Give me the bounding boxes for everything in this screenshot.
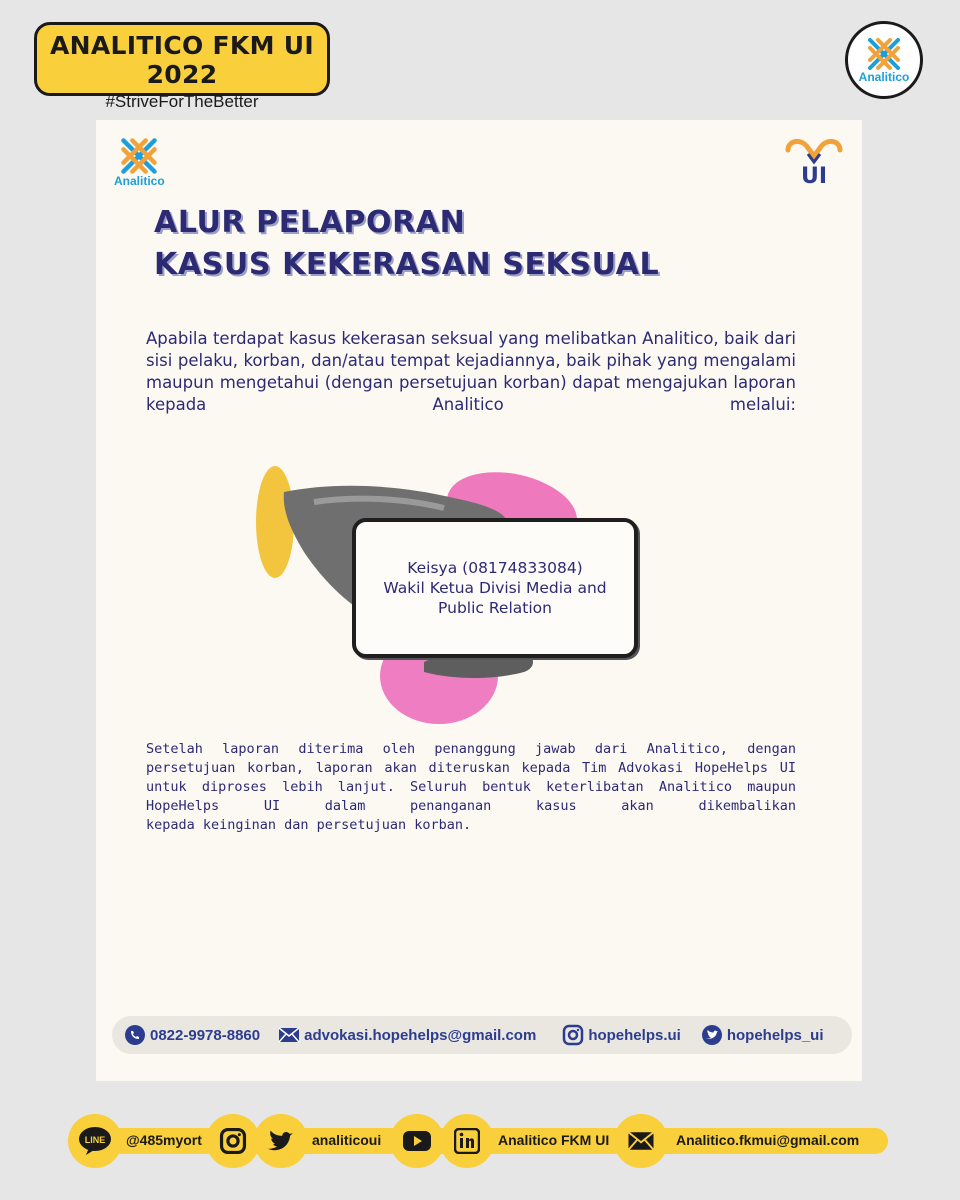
phone-screen <box>352 518 638 658</box>
email-contact[interactable] <box>278 1024 536 1046</box>
email-button[interactable] <box>614 1114 668 1168</box>
analitico-mark-icon <box>119 136 159 176</box>
ui-text: UI <box>800 164 828 189</box>
twitter-handle: hopehelps_ui <box>726 1026 824 1044</box>
twitter-contact[interactable] <box>701 1024 824 1046</box>
contact-person-role-line-2: Public Relation <box>438 599 552 617</box>
contact-person-role-line-1: Wakil Ketua Divisi Media and <box>383 579 607 597</box>
line-button[interactable] <box>68 1114 122 1168</box>
header-hashtag: #StriveForTheBetter <box>105 92 259 111</box>
envelope-icon <box>627 1131 655 1151</box>
outro-paragraph <box>146 740 796 835</box>
twitter-button[interactable] <box>254 1114 308 1168</box>
whatsapp-contact[interactable] <box>124 1024 260 1046</box>
logo-word: Analitico <box>858 70 910 84</box>
title-line-1: ALUR PELAPORAN <box>154 205 466 240</box>
info-card <box>96 120 862 1081</box>
youtube-button[interactable] <box>390 1114 444 1168</box>
youtube-icon <box>402 1130 432 1152</box>
twitter-icon <box>701 1024 723 1046</box>
outro-body: Setelah laporan diterima oleh penanggung jawab dari Analitico, dengan persetujuan korban, laporan akan diteruskan kepada Tim Advokasi HopeHelps UI untuk diproses lebih lanjut. Seluruh bentuk keterlibatan Analitico maupun HopeHelps UI dalam penanganan kasus akan dikembalikan <box>146 741 796 814</box>
phone-illustration <box>256 460 646 730</box>
instagram-handle: hopehelps.ui <box>588 1026 681 1044</box>
analitico-logo <box>845 21 923 99</box>
contact-bar <box>112 1016 852 1054</box>
outro-last-line: kepada keinginan dan persetujuan korban. <box>146 817 472 833</box>
hopehelps-ui-logo <box>784 138 844 189</box>
instagram-contact[interactable] <box>562 1024 681 1046</box>
line-id[interactable]: @485myort <box>126 1132 202 1148</box>
youtube-linkedin-name[interactable]: Analitico FKM UI <box>498 1132 610 1148</box>
envelope-icon <box>278 1024 300 1046</box>
line-icon <box>78 1126 112 1156</box>
instagram-icon <box>562 1024 584 1046</box>
contact-person-name: Keisya (08174833084) <box>407 559 583 577</box>
page-title <box>154 202 659 286</box>
intro-paragraph: Apabila terdapat kasus kekerasan seksual yang melibatkan Analitico, baik dari sisi pelaku, korban, dan/atau tempat kejadiannya, baik pihak yang mengalami maupun mengetahui (dengan persetujuan korban) dapat mengajukan laporan kepada Analitico melalui: <box>146 329 796 414</box>
logo-word: Analitico <box>114 174 165 188</box>
header-badge <box>34 22 330 111</box>
linkedin-button[interactable] <box>440 1114 494 1168</box>
twitter-icon <box>266 1128 296 1154</box>
whatsapp-icon <box>124 1024 146 1046</box>
linkedin-icon <box>454 1128 480 1154</box>
email-address: advokasi.hopehelps@gmail.com <box>304 1026 537 1044</box>
card-analitico-logo <box>114 136 165 188</box>
title-line-2: KASUS KEKERASAN SEKSUAL <box>154 247 660 282</box>
svg-text:LINE: LINE <box>84 1135 106 1145</box>
email-address[interactable]: Analitico.fkmui@gmail.com <box>676 1132 860 1148</box>
twitter-instagram-handle[interactable]: analiticoui <box>312 1132 382 1148</box>
whatsapp-number: 0822-9978-8860 <box>150 1026 261 1044</box>
instagram-button[interactable] <box>206 1114 260 1168</box>
analitico-mark-icon <box>866 36 902 72</box>
instagram-icon <box>219 1127 247 1155</box>
header-title: ANALITICO FKM UI 2022 <box>50 31 314 89</box>
